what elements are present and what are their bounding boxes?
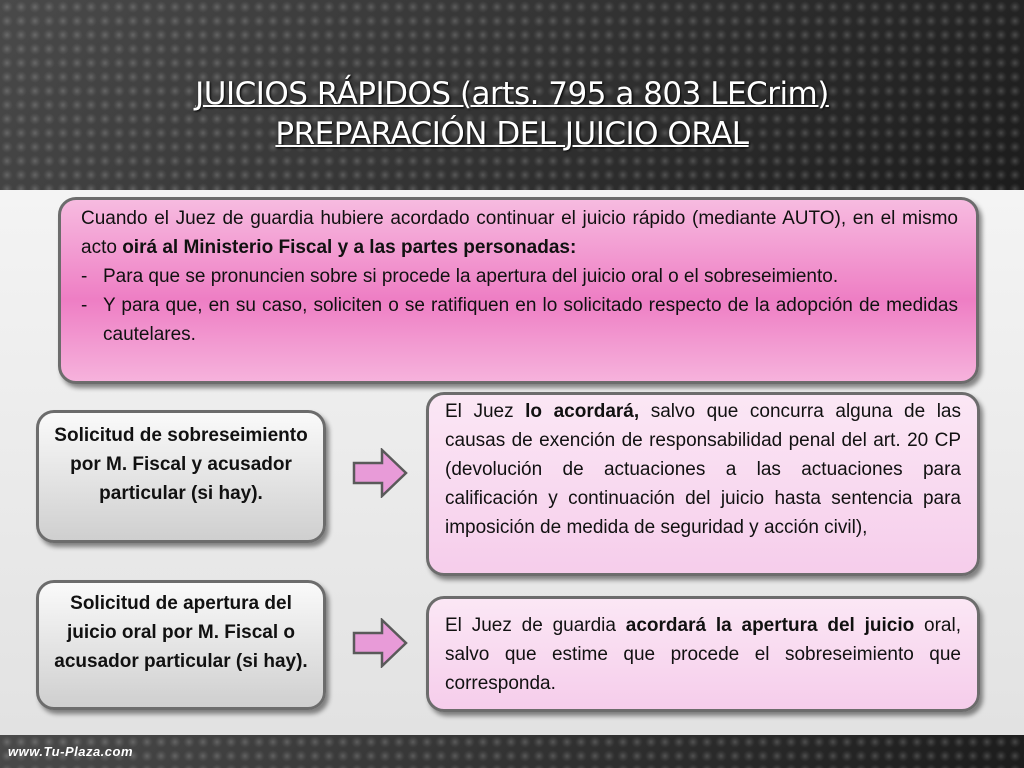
right-arrow-icon bbox=[352, 448, 408, 498]
title-line-1: JUICIOS RÁPIDOS (arts. 795 a 803 LECrim) bbox=[195, 76, 829, 112]
decision-1-pre: El Juez bbox=[445, 401, 526, 422]
site-watermark: www.Tu-Plaza.com bbox=[8, 744, 134, 759]
decision-2-post: oral, salvo que estime que procede el sobreseimiento que corresponda. bbox=[445, 615, 961, 694]
slide-title bbox=[0, 74, 1024, 154]
main-intro-text: Cuando el Juez de guardia hubiere acordado continuar el juicio rápido (mediante AUTO), en el mismo acto bbox=[81, 208, 958, 258]
decision-2-pre: El Juez de guardia bbox=[445, 615, 626, 636]
bullet-text: Para que se pronuncien sobre si procede la apertura del juicio oral o el sobreseimiento. bbox=[103, 266, 839, 287]
decision-1-bold: lo acordará, bbox=[525, 401, 640, 422]
decision-2-bold: acordará la apertura del juicio bbox=[625, 615, 915, 636]
bullet-marker: - bbox=[81, 295, 88, 316]
apertura-request-box: Solicitud de apertura del juicio oral por M. Fiscal o acusador particular (si hay). bbox=[36, 580, 326, 710]
main-intro-bold: oirá al Ministerio Fiscal y a las partes personadas: bbox=[122, 237, 577, 258]
judge-decision-box-1 bbox=[426, 392, 980, 576]
main-info-box bbox=[58, 197, 979, 384]
bullet-text: Y para que, en su caso, soliciten o se ratifiquen en lo solicitado respecto de la adopción de medidas cautelares. bbox=[103, 295, 958, 345]
footer-band bbox=[0, 735, 1024, 768]
main-bullet-1 bbox=[81, 262, 958, 291]
bullet-marker: - bbox=[81, 266, 88, 287]
main-bullet-2 bbox=[81, 291, 958, 349]
title-line-2: PREPARACIÓN DEL JUICIO ORAL bbox=[275, 116, 749, 152]
decision-1-post: salvo que concurra alguna de las causas de exención de responsabilidad penal del art. 20 CP (devolución de actuaciones a las actuaciones para calificación y continuación del juicio hasta sentencia para imposición de medida de seguridad y acción civil), bbox=[445, 401, 961, 538]
main-intro bbox=[81, 204, 958, 262]
sobreseimiento-request-box: Solicitud de sobreseimiento por M. Fiscal y acusador particular (si hay). bbox=[36, 410, 326, 543]
judge-decision-box-2 bbox=[426, 596, 980, 712]
right-arrow-icon bbox=[352, 618, 408, 668]
